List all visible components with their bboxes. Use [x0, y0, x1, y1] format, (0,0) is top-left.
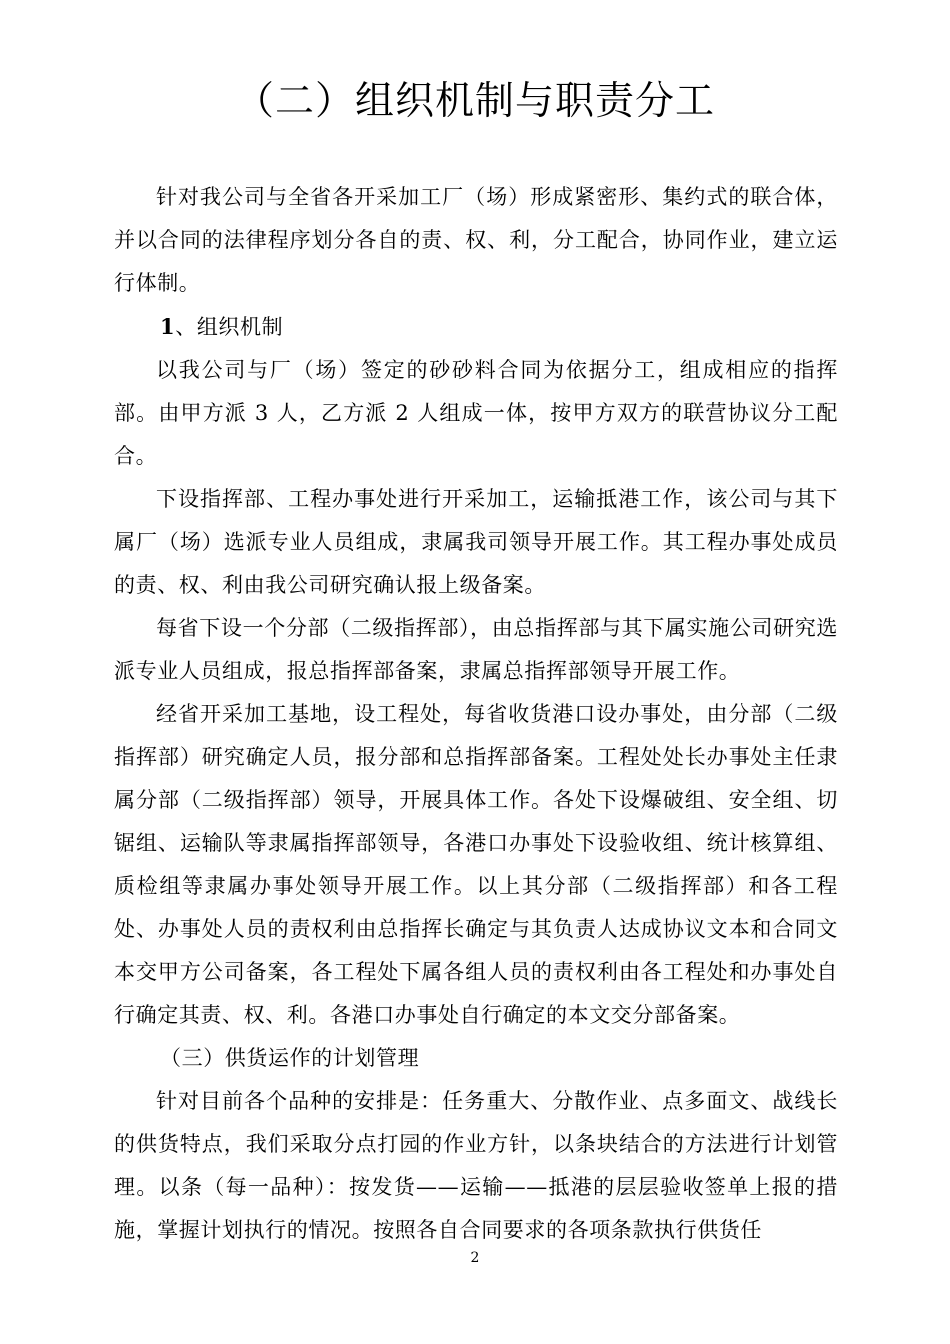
section-number: 1: [160, 314, 176, 339]
section-heading-organization: [114, 305, 838, 349]
paragraph-provincial-branch: 每省下设一个分部（二级指挥部），由总指挥部与其下属实施公司研究选派专业人员组成，报总指挥部备案，隶属总指挥部领导开展工作。: [114, 616, 838, 683]
paragraph-intro: 针对我公司与全省各开采加工厂（场）形成紧密形、集约式的联合体，并以合同的法律程序划分各自的责、权、利，分工配合，协同作业，建立运行体制。: [114, 185, 838, 295]
page-title: （二）组织机制与职责分工: [234, 79, 715, 124]
paragraph-supply-plan: 针对目前各个品种的安排是：任务重大、分散作业、点多面文、战线长的供货特点，我们采取分点打园的作业方针，以条块结合的方法进行计划管理。以条（每一品种）：按发货——运输——抵港的层层验收签单上报的措施，掌握计划执行的情况。按照各自合同要求的各项条款执行供货任: [114, 1089, 838, 1242]
section-heading-supply-planning: （三）供货运作的计划管理: [160, 1046, 420, 1070]
section-heading-text: 、组织机制: [175, 315, 284, 339]
paragraph-contract-basis: 以我公司与厂（场）签定的砂砂料合同为依据分工，组成相应的指挥部。由甲方派 3 人，乙方派 2 人组成一体，按甲方双方的联营协议分工配合。: [114, 358, 838, 468]
page-number: 2: [470, 1250, 480, 1266]
paragraph-command-office: 下设指挥部、工程办事处进行开采加工，运输抵港工作，该公司与其下属厂（场）选派专业人员组成，隶属我司领导开展工作。其工程办事处成员的责、权、利由我公司研究确认报上级备案。: [114, 487, 838, 597]
document-body: [114, 176, 838, 1252]
paragraph-engineering-office: 经省开采加工基地，设工程处，每省收货港口设办事处，由分部（二级指挥部）研究确定人员，报分部和总指挥部备案。工程处处长办事处主任隶属分部（二级指挥部）领导，开展具体工作。各处下设爆破组、安全组、切锯组、运输队等隶属指挥部领导，各港口办事处下设验收组、统计核算组、质检组等隶属办事处领导开展工作。以上其分部（二级指挥部）和各工程处、办事处人员的责权利由总指挥长确定与其负责人达成协议文本和合同文本交甲方公司备案，各工程处下属各组人员的责权利由各工程处和办事处自行确定其责、权、利。各港口办事处自行确定的本文交分部备案。: [114, 702, 838, 1027]
